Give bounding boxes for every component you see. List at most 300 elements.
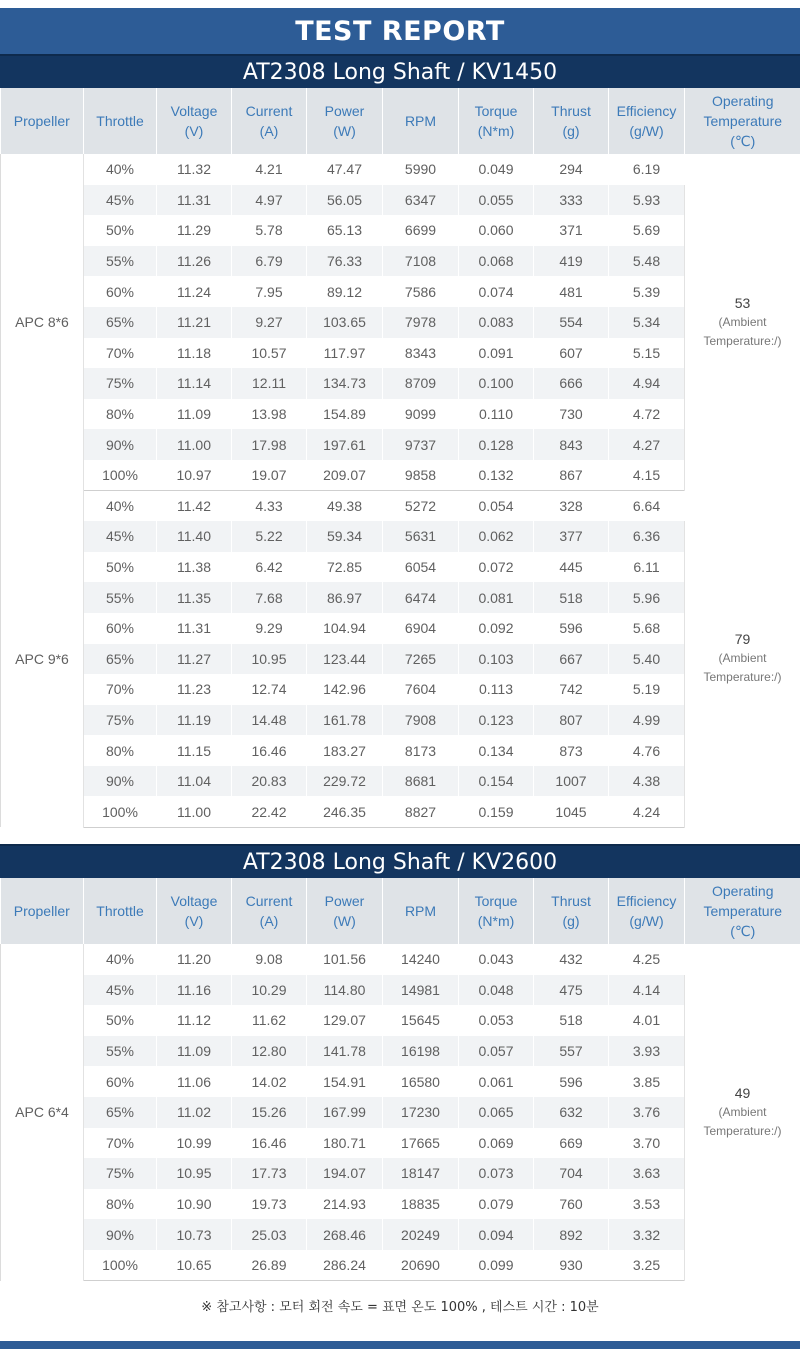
header-power bbox=[307, 88, 383, 154]
header-temperature bbox=[685, 88, 800, 154]
value-cell: 4.15 bbox=[609, 460, 685, 491]
value-cell: 10.95 bbox=[157, 1158, 232, 1189]
value-cell: 14240 bbox=[383, 944, 459, 975]
throttle-cell: 80% bbox=[84, 1189, 157, 1220]
value-cell: 229.72 bbox=[307, 766, 383, 797]
value-cell: 0.154 bbox=[459, 766, 534, 797]
table-row bbox=[1, 246, 800, 277]
value-cell: 11.06 bbox=[157, 1066, 232, 1097]
value-cell: 16198 bbox=[383, 1036, 459, 1067]
header-current-line: (A) bbox=[259, 123, 279, 139]
header-efficiency bbox=[609, 88, 685, 154]
value-cell: 129.07 bbox=[307, 1005, 383, 1036]
table-row bbox=[1, 491, 800, 522]
value-cell: 11.23 bbox=[157, 674, 232, 705]
value-cell: 328 bbox=[534, 491, 609, 522]
value-cell: 5631 bbox=[383, 521, 459, 552]
header-voltage bbox=[157, 878, 232, 944]
value-cell: 7586 bbox=[383, 276, 459, 307]
value-cell: 11.20 bbox=[157, 944, 232, 975]
header-voltage-line: (V) bbox=[184, 913, 204, 929]
value-cell: 8827 bbox=[383, 796, 459, 827]
header-propeller: Propeller bbox=[1, 88, 84, 154]
value-cell: 518 bbox=[534, 1005, 609, 1036]
value-cell: 3.93 bbox=[609, 1036, 685, 1067]
header-voltage-line: Voltage bbox=[170, 103, 218, 119]
header-voltage bbox=[157, 88, 232, 154]
throttle-cell: 65% bbox=[84, 1097, 157, 1128]
header-temperature-line: Operating bbox=[712, 93, 774, 109]
value-cell: 10.95 bbox=[232, 644, 307, 675]
table-row bbox=[1, 582, 800, 613]
throttle-cell: 40% bbox=[84, 491, 157, 522]
propeller-cell: APC 6*4 bbox=[1, 944, 84, 1281]
throttle-cell: 80% bbox=[84, 399, 157, 430]
report-title: TEST REPORT bbox=[0, 8, 800, 54]
value-cell: 0.057 bbox=[459, 1036, 534, 1067]
throttle-cell: 50% bbox=[84, 215, 157, 246]
throttle-cell: 60% bbox=[84, 1066, 157, 1097]
table-row bbox=[1, 1219, 800, 1250]
value-cell: 445 bbox=[534, 552, 609, 583]
throttle-cell: 70% bbox=[84, 674, 157, 705]
throttle-cell: 55% bbox=[84, 246, 157, 277]
value-cell: 0.081 bbox=[459, 582, 534, 613]
value-cell: 8173 bbox=[383, 735, 459, 766]
value-cell: 17.98 bbox=[232, 429, 307, 460]
throttle-cell: 40% bbox=[84, 154, 157, 185]
value-cell: 103.65 bbox=[307, 307, 383, 338]
value-cell: 286.24 bbox=[307, 1250, 383, 1281]
header-torque-line: (N*m) bbox=[477, 123, 515, 139]
header-temperature-line: Temperature bbox=[703, 903, 783, 919]
header-row bbox=[1, 88, 800, 154]
value-cell: 6.11 bbox=[609, 552, 685, 583]
temperature-note: Temperature:/) bbox=[703, 1123, 782, 1138]
value-cell: 65.13 bbox=[307, 215, 383, 246]
value-cell: 10.99 bbox=[157, 1128, 232, 1159]
value-cell: 667 bbox=[534, 644, 609, 675]
value-cell: 0.128 bbox=[459, 429, 534, 460]
value-cell: 4.33 bbox=[232, 491, 307, 522]
header-temperature-line: (℃) bbox=[730, 133, 756, 149]
value-cell: 25.03 bbox=[232, 1219, 307, 1250]
value-cell: 0.099 bbox=[459, 1250, 534, 1281]
throttle-cell: 90% bbox=[84, 766, 157, 797]
value-cell: 475 bbox=[534, 975, 609, 1006]
value-cell: 10.90 bbox=[157, 1189, 232, 1220]
value-cell: 17.73 bbox=[232, 1158, 307, 1189]
value-cell: 0.094 bbox=[459, 1219, 534, 1250]
footnote: ※ 참고사항 : 모터 회전 속도 = 표면 온도 100% , 테스트 시간 : 10분 bbox=[201, 1300, 599, 1315]
temperature-value: 53 bbox=[734, 294, 751, 311]
value-cell: 18835 bbox=[383, 1189, 459, 1220]
value-cell: 4.14 bbox=[609, 975, 685, 1006]
value-cell: 16.46 bbox=[232, 1128, 307, 1159]
value-cell: 554 bbox=[534, 307, 609, 338]
throttle-cell: 60% bbox=[84, 613, 157, 644]
value-cell: 76.33 bbox=[307, 246, 383, 277]
table-row bbox=[1, 613, 800, 644]
value-cell: 72.85 bbox=[307, 552, 383, 583]
value-cell: 86.97 bbox=[307, 582, 383, 613]
value-cell: 666 bbox=[534, 368, 609, 399]
table-row bbox=[1, 154, 800, 185]
bottom-bar bbox=[0, 1341, 800, 1349]
section-kv2600 bbox=[0, 844, 800, 1281]
value-cell: 26.89 bbox=[232, 1250, 307, 1281]
header-temperature bbox=[685, 878, 800, 944]
value-cell: 11.24 bbox=[157, 276, 232, 307]
header-power-line: Power bbox=[324, 893, 365, 909]
throttle-cell: 75% bbox=[84, 1158, 157, 1189]
value-cell: 5.22 bbox=[232, 521, 307, 552]
value-cell: 481 bbox=[534, 276, 609, 307]
header-thrust bbox=[534, 88, 609, 154]
value-cell: 6904 bbox=[383, 613, 459, 644]
table-row bbox=[1, 1128, 800, 1159]
value-cell: 5.19 bbox=[609, 674, 685, 705]
value-cell: 0.110 bbox=[459, 399, 534, 430]
value-cell: 9099 bbox=[383, 399, 459, 430]
value-cell: 3.53 bbox=[609, 1189, 685, 1220]
value-cell: 9.29 bbox=[232, 613, 307, 644]
value-cell: 0.043 bbox=[459, 944, 534, 975]
value-cell: 0.092 bbox=[459, 613, 534, 644]
header-efficiency-line: (g/W) bbox=[629, 123, 664, 139]
throttle-cell: 90% bbox=[84, 1219, 157, 1250]
value-cell: 5.96 bbox=[609, 582, 685, 613]
value-cell: 0.132 bbox=[459, 460, 534, 491]
value-cell: 268.46 bbox=[307, 1219, 383, 1250]
value-cell: 7.68 bbox=[232, 582, 307, 613]
header-current bbox=[232, 878, 307, 944]
value-cell: 4.24 bbox=[609, 796, 685, 827]
throttle-cell: 100% bbox=[84, 1250, 157, 1281]
value-cell: 11.00 bbox=[157, 796, 232, 827]
value-cell: 11.29 bbox=[157, 215, 232, 246]
table-row bbox=[1, 1036, 800, 1067]
table-row bbox=[1, 766, 800, 797]
value-cell: 11.19 bbox=[157, 705, 232, 736]
value-cell: 20690 bbox=[383, 1250, 459, 1281]
propeller-cell: APC 9*6 bbox=[1, 491, 84, 828]
temperature-note: (Ambient bbox=[718, 651, 767, 666]
value-cell: 5.93 bbox=[609, 185, 685, 216]
table-row bbox=[1, 1189, 800, 1220]
header-temperature-line: Operating bbox=[712, 883, 774, 899]
value-cell: 16.46 bbox=[232, 735, 307, 766]
value-cell: 141.78 bbox=[307, 1036, 383, 1067]
value-cell: 6054 bbox=[383, 552, 459, 583]
value-cell: 17230 bbox=[383, 1097, 459, 1128]
value-cell: 12.74 bbox=[232, 674, 307, 705]
header-propeller: Propeller bbox=[1, 878, 84, 944]
value-cell: 183.27 bbox=[307, 735, 383, 766]
value-cell: 557 bbox=[534, 1036, 609, 1067]
value-cell: 20.83 bbox=[232, 766, 307, 797]
value-cell: 0.065 bbox=[459, 1097, 534, 1128]
value-cell: 0.079 bbox=[459, 1189, 534, 1220]
test-data-table bbox=[0, 878, 800, 1281]
value-cell: 419 bbox=[534, 246, 609, 277]
throttle-cell: 60% bbox=[84, 276, 157, 307]
value-cell: 6.64 bbox=[609, 491, 685, 522]
temperature-note: Temperature:/) bbox=[703, 333, 782, 348]
value-cell: 333 bbox=[534, 185, 609, 216]
value-cell: 0.049 bbox=[459, 154, 534, 185]
value-cell: 7.95 bbox=[232, 276, 307, 307]
value-cell: 18147 bbox=[383, 1158, 459, 1189]
value-cell: 19.07 bbox=[232, 460, 307, 491]
value-cell: 22.42 bbox=[232, 796, 307, 827]
value-cell: 11.18 bbox=[157, 338, 232, 369]
value-cell: 0.100 bbox=[459, 368, 534, 399]
value-cell: 4.01 bbox=[609, 1005, 685, 1036]
header-efficiency-line: (g/W) bbox=[629, 913, 664, 929]
throttle-cell: 70% bbox=[84, 338, 157, 369]
table-row bbox=[1, 338, 800, 369]
throttle-cell: 75% bbox=[84, 705, 157, 736]
value-cell: 59.34 bbox=[307, 521, 383, 552]
value-cell: 5.68 bbox=[609, 613, 685, 644]
value-cell: 1007 bbox=[534, 766, 609, 797]
value-cell: 4.38 bbox=[609, 766, 685, 797]
throttle-cell: 90% bbox=[84, 429, 157, 460]
value-cell: 11.26 bbox=[157, 246, 232, 277]
header-throttle: Throttle bbox=[84, 878, 157, 944]
value-cell: 807 bbox=[534, 705, 609, 736]
value-cell: 10.97 bbox=[157, 460, 232, 491]
throttle-cell: 45% bbox=[84, 975, 157, 1006]
value-cell: 7265 bbox=[383, 644, 459, 675]
value-cell: 47.47 bbox=[307, 154, 383, 185]
value-cell: 0.061 bbox=[459, 1066, 534, 1097]
throttle-cell: 80% bbox=[84, 735, 157, 766]
table-row bbox=[1, 215, 800, 246]
value-cell: 11.32 bbox=[157, 154, 232, 185]
value-cell: 843 bbox=[534, 429, 609, 460]
value-cell: 161.78 bbox=[307, 705, 383, 736]
temperature-value: 79 bbox=[734, 631, 751, 648]
header-voltage-line: (V) bbox=[184, 123, 204, 139]
value-cell: 20249 bbox=[383, 1219, 459, 1250]
throttle-cell: 55% bbox=[84, 1036, 157, 1067]
value-cell: 6.36 bbox=[609, 521, 685, 552]
value-cell: 194.07 bbox=[307, 1158, 383, 1189]
value-cell: 101.56 bbox=[307, 944, 383, 975]
propeller-cell: APC 8*6 bbox=[1, 154, 84, 491]
value-cell: 6.42 bbox=[232, 552, 307, 583]
value-cell: 11.35 bbox=[157, 582, 232, 613]
value-cell: 154.89 bbox=[307, 399, 383, 430]
value-cell: 0.159 bbox=[459, 796, 534, 827]
value-cell: 4.76 bbox=[609, 735, 685, 766]
value-cell: 3.63 bbox=[609, 1158, 685, 1189]
table-row bbox=[1, 521, 800, 552]
value-cell: 0.048 bbox=[459, 975, 534, 1006]
value-cell: 11.00 bbox=[157, 429, 232, 460]
value-cell: 5.40 bbox=[609, 644, 685, 675]
table-row bbox=[1, 975, 800, 1006]
value-cell: 0.091 bbox=[459, 338, 534, 369]
value-cell: 0.103 bbox=[459, 644, 534, 675]
table-row bbox=[1, 1066, 800, 1097]
value-cell: 5.15 bbox=[609, 338, 685, 369]
temperature-cell bbox=[685, 154, 800, 491]
value-cell: 123.44 bbox=[307, 644, 383, 675]
value-cell: 17665 bbox=[383, 1128, 459, 1159]
table-row bbox=[1, 674, 800, 705]
value-cell: 5990 bbox=[383, 154, 459, 185]
value-cell: 7604 bbox=[383, 674, 459, 705]
value-cell: 3.32 bbox=[609, 1219, 685, 1250]
value-cell: 14981 bbox=[383, 975, 459, 1006]
value-cell: 5.39 bbox=[609, 276, 685, 307]
header-temperature-line: Temperature bbox=[703, 113, 783, 129]
value-cell: 5.34 bbox=[609, 307, 685, 338]
value-cell: 7108 bbox=[383, 246, 459, 277]
throttle-cell: 45% bbox=[84, 185, 157, 216]
value-cell: 377 bbox=[534, 521, 609, 552]
header-torque-line: Torque bbox=[474, 893, 518, 909]
value-cell: 742 bbox=[534, 674, 609, 705]
header-power-line: Power bbox=[324, 103, 365, 119]
value-cell: 9737 bbox=[383, 429, 459, 460]
value-cell: 8709 bbox=[383, 368, 459, 399]
throttle-cell: 70% bbox=[84, 1128, 157, 1159]
header-rpm: RPM bbox=[383, 88, 459, 154]
throttle-cell: 50% bbox=[84, 1005, 157, 1036]
value-cell: 11.16 bbox=[157, 975, 232, 1006]
header-efficiency-line: Efficiency bbox=[616, 103, 677, 119]
value-cell: 142.96 bbox=[307, 674, 383, 705]
header-current-line: (A) bbox=[259, 913, 279, 929]
temperature-note: (Ambient bbox=[718, 314, 767, 329]
value-cell: 12.80 bbox=[232, 1036, 307, 1067]
value-cell: 0.054 bbox=[459, 491, 534, 522]
header-voltage-line: Voltage bbox=[170, 893, 218, 909]
value-cell: 11.09 bbox=[157, 399, 232, 430]
value-cell: 518 bbox=[534, 582, 609, 613]
value-cell: 7908 bbox=[383, 705, 459, 736]
value-cell: 0.069 bbox=[459, 1128, 534, 1159]
table-row bbox=[1, 276, 800, 307]
value-cell: 0.062 bbox=[459, 521, 534, 552]
value-cell: 0.073 bbox=[459, 1158, 534, 1189]
value-cell: 246.35 bbox=[307, 796, 383, 827]
throttle-cell: 55% bbox=[84, 582, 157, 613]
value-cell: 5.69 bbox=[609, 215, 685, 246]
header-thrust-line: (g) bbox=[562, 913, 580, 929]
value-cell: 49.38 bbox=[307, 491, 383, 522]
value-cell: 14.02 bbox=[232, 1066, 307, 1097]
value-cell: 11.27 bbox=[157, 644, 232, 675]
value-cell: 8681 bbox=[383, 766, 459, 797]
value-cell: 867 bbox=[534, 460, 609, 491]
header-thrust-line: Thrust bbox=[551, 893, 591, 909]
header-row bbox=[1, 878, 800, 944]
header-torque bbox=[459, 878, 534, 944]
value-cell: 12.11 bbox=[232, 368, 307, 399]
header-efficiency-line: Efficiency bbox=[616, 893, 677, 909]
throttle-cell: 45% bbox=[84, 521, 157, 552]
value-cell: 11.09 bbox=[157, 1036, 232, 1067]
value-cell: 4.97 bbox=[232, 185, 307, 216]
value-cell: 114.80 bbox=[307, 975, 383, 1006]
value-cell: 4.21 bbox=[232, 154, 307, 185]
throttle-cell: 100% bbox=[84, 796, 157, 827]
value-cell: 8343 bbox=[383, 338, 459, 369]
header-torque-line: Torque bbox=[474, 103, 518, 119]
value-cell: 10.57 bbox=[232, 338, 307, 369]
header-thrust-line: Thrust bbox=[551, 103, 591, 119]
value-cell: 9.27 bbox=[232, 307, 307, 338]
table-row bbox=[1, 368, 800, 399]
throttle-cell: 65% bbox=[84, 307, 157, 338]
temperature-cell bbox=[685, 491, 800, 828]
table-row bbox=[1, 705, 800, 736]
value-cell: 432 bbox=[534, 944, 609, 975]
table-row bbox=[1, 399, 800, 430]
value-cell: 19.73 bbox=[232, 1189, 307, 1220]
value-cell: 11.31 bbox=[157, 613, 232, 644]
value-cell: 0.113 bbox=[459, 674, 534, 705]
header-current-line: Current bbox=[245, 103, 293, 119]
table-row bbox=[1, 1005, 800, 1036]
value-cell: 6699 bbox=[383, 215, 459, 246]
value-cell: 3.25 bbox=[609, 1250, 685, 1281]
value-cell: 3.70 bbox=[609, 1128, 685, 1159]
value-cell: 11.15 bbox=[157, 735, 232, 766]
header-power-line: (W) bbox=[333, 123, 356, 139]
table-row bbox=[1, 796, 800, 827]
section-title: AT2308 Long Shaft / KV2600 bbox=[0, 844, 800, 878]
throttle-cell: 40% bbox=[84, 944, 157, 975]
header-power-line: (W) bbox=[333, 913, 356, 929]
header-temperature-line: (℃) bbox=[730, 923, 756, 939]
value-cell: 6.19 bbox=[609, 154, 685, 185]
value-cell: 0.068 bbox=[459, 246, 534, 277]
header-torque bbox=[459, 88, 534, 154]
value-cell: 9858 bbox=[383, 460, 459, 491]
value-cell: 371 bbox=[534, 215, 609, 246]
section-title: AT2308 Long Shaft / KV1450 bbox=[0, 54, 800, 88]
table-row bbox=[1, 644, 800, 675]
value-cell: 209.07 bbox=[307, 460, 383, 491]
value-cell: 760 bbox=[534, 1189, 609, 1220]
test-data-table bbox=[0, 88, 800, 828]
value-cell: 892 bbox=[534, 1219, 609, 1250]
value-cell: 13.98 bbox=[232, 399, 307, 430]
value-cell: 4.72 bbox=[609, 399, 685, 430]
temperature-value: 49 bbox=[734, 1084, 751, 1101]
value-cell: 9.08 bbox=[232, 944, 307, 975]
table-row bbox=[1, 307, 800, 338]
throttle-cell: 65% bbox=[84, 644, 157, 675]
value-cell: 704 bbox=[534, 1158, 609, 1189]
value-cell: 0.055 bbox=[459, 185, 534, 216]
value-cell: 10.65 bbox=[157, 1250, 232, 1281]
value-cell: 0.053 bbox=[459, 1005, 534, 1036]
value-cell: 0.123 bbox=[459, 705, 534, 736]
table-row bbox=[1, 1158, 800, 1189]
header-throttle: Throttle bbox=[84, 88, 157, 154]
value-cell: 0.083 bbox=[459, 307, 534, 338]
value-cell: 11.38 bbox=[157, 552, 232, 583]
value-cell: 134.73 bbox=[307, 368, 383, 399]
value-cell: 5272 bbox=[383, 491, 459, 522]
